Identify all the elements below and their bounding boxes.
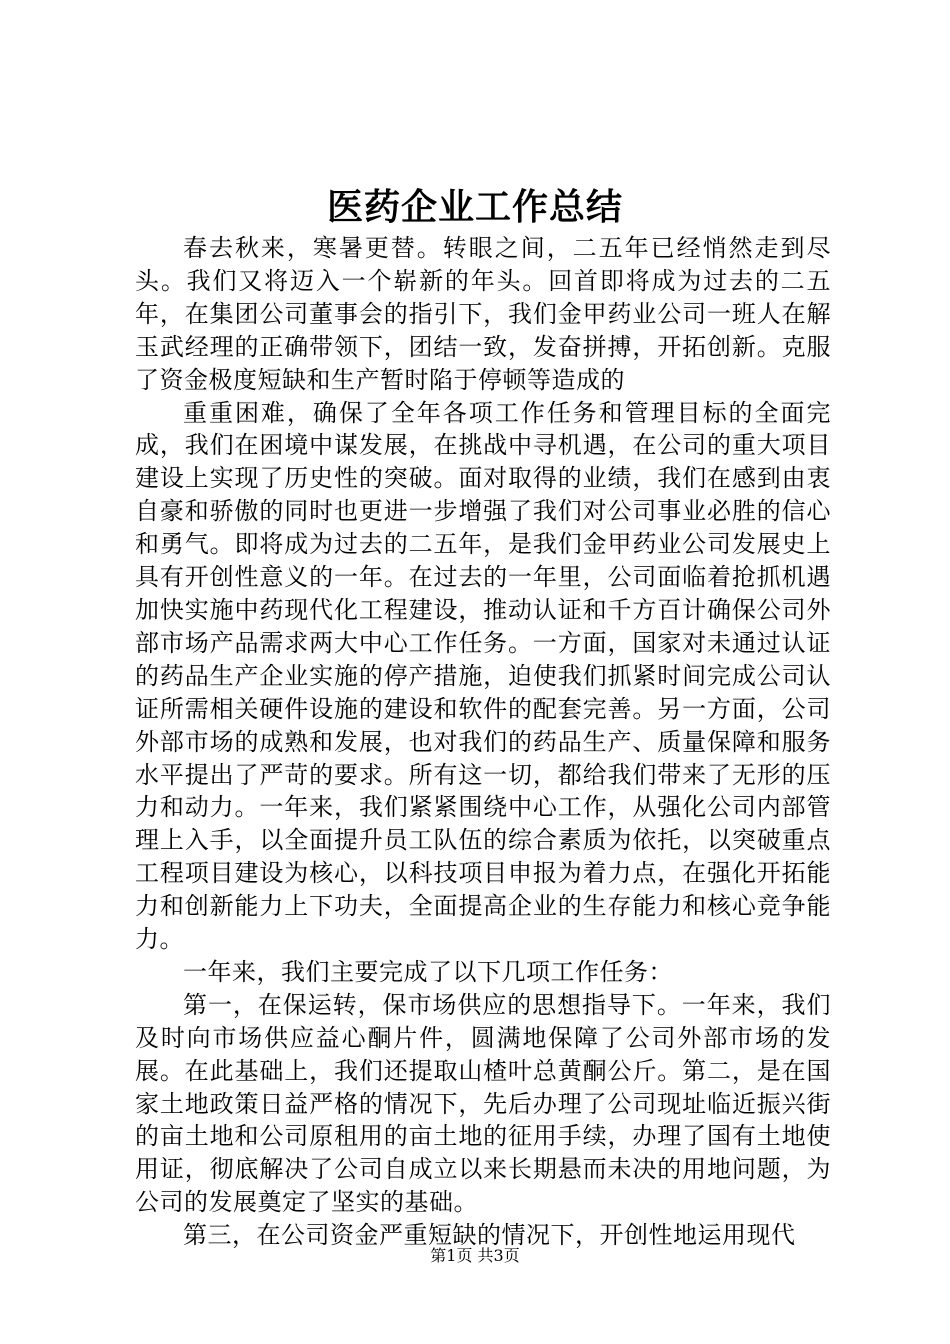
- paragraph-intro: 春去秋来，寒暑更替。转眼之间，二五年已经悄然走到尽头。我们又将迈入一个崭新的年头。回首即将成为过去的二五年，在集团公司董事会的指引下，我们金甲药业公司一班人在解玉武经理的正确带领下，团结一致，发奋拼搏，开拓创新。克服了资金极度短缺和生产暂时陷于停顿等造成的: [135, 234, 831, 394]
- paragraph-tasks-heading: 一年来，我们主要完成了以下几项工作任务：: [183, 957, 673, 986]
- paragraph-tasks-one-two: 第一，在保运转，保市场供应的思想指导下。一年来，我们及时向市场供应益心酮片件，圆满地保障了公司外部市场的发展。在此基础上，我们还提取山楂叶总黄酮公斤。第二，是在国家土地政策日益严格的情况下，先后办理了公司现址临近振兴街的亩土地和公司原租用的亩土地的征用手续，办理了国有土地使用证，彻底解决了公司自成立以来长期悬而未决的用地问题，为公司的发展奠定了坚实的基础。: [135, 990, 831, 1217]
- page-number: 第1页 共3页: [430, 1246, 520, 1265]
- document-title: 医药企业工作总结: [326, 186, 623, 228]
- paragraph-achievements: 重重困难，确保了全年各项工作任务和管理目标的全面完成，我们在困境中谋发展，在挑战中寻机遇，在公司的重大项目建设上实现了历史性的突破。面对取得的业绩，我们在感到由衷自豪和骄傲的同时也更进一步增强了我们对公司事业必胜的信心和勇气。即将成为过去的二五年，是我们金甲药业公司发展史上具有开创性意义的一年。在过去的一年里，公司面临着抢抓机遇加快实施中药现代化工程建设，推动认证和千方百计确保公司外部市场产品需求两大中心工作任务。一方面，国家对未通过认证的药品生产企业实施的停产措施，迫使我们抓紧时间完成公司认证所需相关硬件设施的建设和软件的配套完善。另一方面，公司外部市场的成熟和发展，也对我们的药品生产、质量保障和服务水平提出了严苛的要求。所有这一切，都给我们带来了无形的压力和动力。一年来，我们紧紧围绕中心工作，从强化公司内部管理上入手，以全面提升员工队伍的综合素质为依托，以突破重点工程项目建设为核心，以科技项目申报为着力点，在强化开拓能力和创新能力上下功夫，全面提高企业的生存能力和核心竞争能力。: [135, 398, 831, 954]
- document-body: [135, 232, 831, 1252]
- paragraph-task-three: 第三，在公司资金严重短缺的情况下，开创性地运用现代: [183, 1221, 796, 1250]
